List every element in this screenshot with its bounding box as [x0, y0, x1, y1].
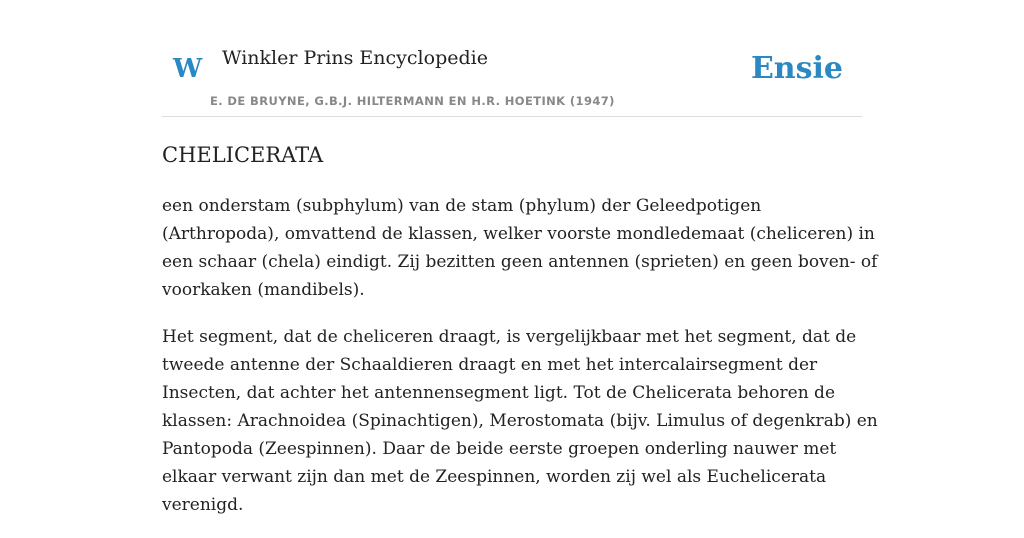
article-paragraph-1 [162, 192, 878, 304]
site-header [162, 0, 862, 117]
article-body [162, 192, 878, 538]
publication-logo[interactable]: W [173, 54, 203, 84]
paragraph-line: tweede antenne der Schaaldieren draagt en met het intercalairsegment der [162, 355, 818, 375]
paragraph-line: elkaar verwant zijn dan met de Zeespinnen, worden zij wel als Euchelicerata [162, 467, 827, 487]
paragraph-line: een onderstam (subphylum) van de stam (phylum) der Geleedpotigen [162, 196, 762, 216]
paragraph-line: verenigd. [162, 495, 244, 515]
paragraph-line: Pantopoda (Zeespinnen). Daar de beide eerste groepen onderling nauwer met [162, 439, 837, 459]
publication-title[interactable]: Winkler Prins Encyclopedie [222, 47, 488, 69]
paragraph-line: Het segment, dat de cheliceren draagt, is vergelijkbaar met het segment, dat de [162, 327, 857, 347]
article-paragraph-2 [162, 323, 878, 519]
ensie-logo[interactable]: Ensie [750, 51, 843, 86]
article-title: CHELICERATA [162, 143, 324, 167]
paragraph-line: klassen: Arachnoidea (Spinachtigen), Merostomata (bijv. Limulus of degenkrab) en [162, 411, 878, 431]
paragraph-line: Insecten, dat achter het antennensegment ligt. Tot de Chelicerata behoren de [162, 383, 836, 403]
paragraph-line: een schaar (chela) eindigt. Zij bezitten geen antennen (sprieten) en geen boven- of [162, 252, 878, 272]
paragraph-line: voorkaken (mandibels). [162, 280, 365, 300]
paragraph-line: (Arthropoda), omvattend de klassen, welker voorste mondledemaat (cheliceren) in [162, 224, 875, 244]
publication-authors: E. DE BRUYNE, G.B.J. HILTERMANN EN H.R. HOETINK (1947) [210, 94, 615, 108]
